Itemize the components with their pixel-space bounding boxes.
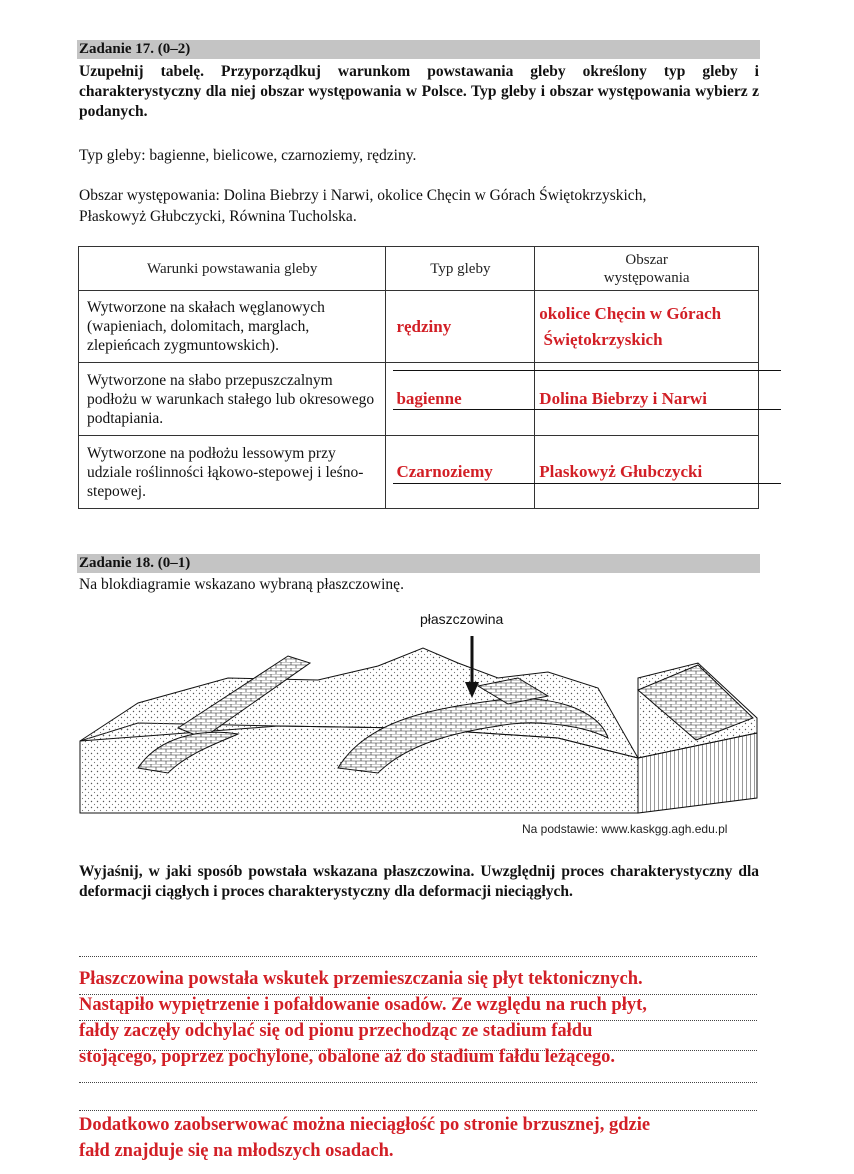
answer-line xyxy=(79,1110,757,1111)
area-answer[interactable]: Dolina Biebrzy i Narwi xyxy=(535,363,759,436)
condition-cell: Wytworzone na skałach węglanowych (wapieniach, dolomitach, marglach, zlepieńcach zygmuntowskich). xyxy=(79,291,386,363)
area-answer-line1: okolice Chęcin w Górach xyxy=(539,303,722,323)
answer-line-text: stojącego, poprzez pochylone, obalone aż do stadium fałdu leżącego. xyxy=(79,1047,615,1067)
area-answer[interactable] xyxy=(535,291,759,363)
drawn-line xyxy=(393,409,781,410)
answer-text[interactable] xyxy=(79,966,769,1070)
header-soil-type: Typ gleby xyxy=(386,247,535,291)
task-17-instruction: Uzupełnij tabelę. Przyporządkuj warunkom powstawania gleby określony typ gleby i charakterystyczny dla niej obszar występowania w Polsce. Typ gleby i obszar występowania wybierz z podanych. xyxy=(79,63,759,120)
answer-line-text: fałdy zaczęły odchylać się od pionu przechodząc ze stadium fałdu xyxy=(79,1021,593,1041)
nappe-block-diagram xyxy=(78,608,760,820)
area-answer-line2: Świętokrzyskich xyxy=(539,329,663,349)
drawn-line xyxy=(393,483,781,484)
soil-table xyxy=(78,246,759,509)
answer-line xyxy=(79,1082,757,1083)
task-18-header: Zadanie 18. (0–1) xyxy=(77,554,760,573)
soil-types-list: Typ gleby: bagienne, bielicowe, czarnoziemy, rędziny. xyxy=(79,147,417,164)
answer-line-text: fałd znajduje się na młodszych osadach. xyxy=(79,1141,394,1161)
answer-line xyxy=(79,956,757,957)
condition-cell: Wytworzone na słabo przepuszczalnym podłożu w warunkach stałego lub okresowego podtapiania. xyxy=(79,363,386,436)
table-header-row xyxy=(79,247,759,291)
diagram-label: płaszczowina xyxy=(420,611,504,627)
answer-text-2[interactable] xyxy=(79,1112,769,1164)
area-answer[interactable]: Plaskowyż Głubczycki xyxy=(535,436,759,509)
header-area-line2: występowania xyxy=(603,269,690,286)
task-18-question: Wyjaśnij, w jaki sposób powstała wskazana płaszczowina. Uwzględnij proces charakterystyczny dla deformacji ciągłych i proces charakterystyczny dla deformacji nieciągłych. xyxy=(79,863,759,900)
areas-list-line1: Obszar występowania: Dolina Biebrzy i Narwi, okolice Chęcin w Górach Świętokrzyskich, xyxy=(79,187,647,204)
header-area xyxy=(535,247,759,291)
answer-line-text: Płaszczowina powstała wskutek przemieszczania się płyt tektonicznych. xyxy=(79,969,643,989)
condition-cell: Wytworzone na podłożu lessowym przy udziale roślinności łąkowo-stepowej i leśno-stepowej. xyxy=(79,436,386,509)
table-row xyxy=(79,291,759,363)
soil-type-answer[interactable]: Czarnoziemy xyxy=(386,436,535,509)
table-row xyxy=(79,436,759,509)
soil-type-answer[interactable]: rędziny xyxy=(386,291,535,363)
drawn-line xyxy=(393,370,781,371)
task-18-intro: Na blokdiagramie wskazano wybraną płaszczowinę. xyxy=(79,576,404,593)
header-conditions: Warunki powstawania gleby xyxy=(79,247,386,291)
table-row xyxy=(79,363,759,436)
areas-list-line2: Płaskowyż Głubczycki, Równina Tucholska. xyxy=(79,208,357,225)
header-area-line1: Obszar xyxy=(625,251,668,268)
answer-line-text: Nastąpiło wypiętrzenie i pofałdowanie osadów. Ze względu na ruch płyt, xyxy=(79,995,647,1015)
answer-line-text: Dodatkowo zaobserwować można nieciągłość po stronie brzusznej, gdzie xyxy=(79,1115,651,1135)
soil-type-answer[interactable]: bagienne xyxy=(386,363,535,436)
task-17-header: Zadanie 17. (0–2) xyxy=(77,40,760,59)
diagram-caption: Na podstawie: www.kaskgg.agh.edu.pl xyxy=(522,822,728,836)
